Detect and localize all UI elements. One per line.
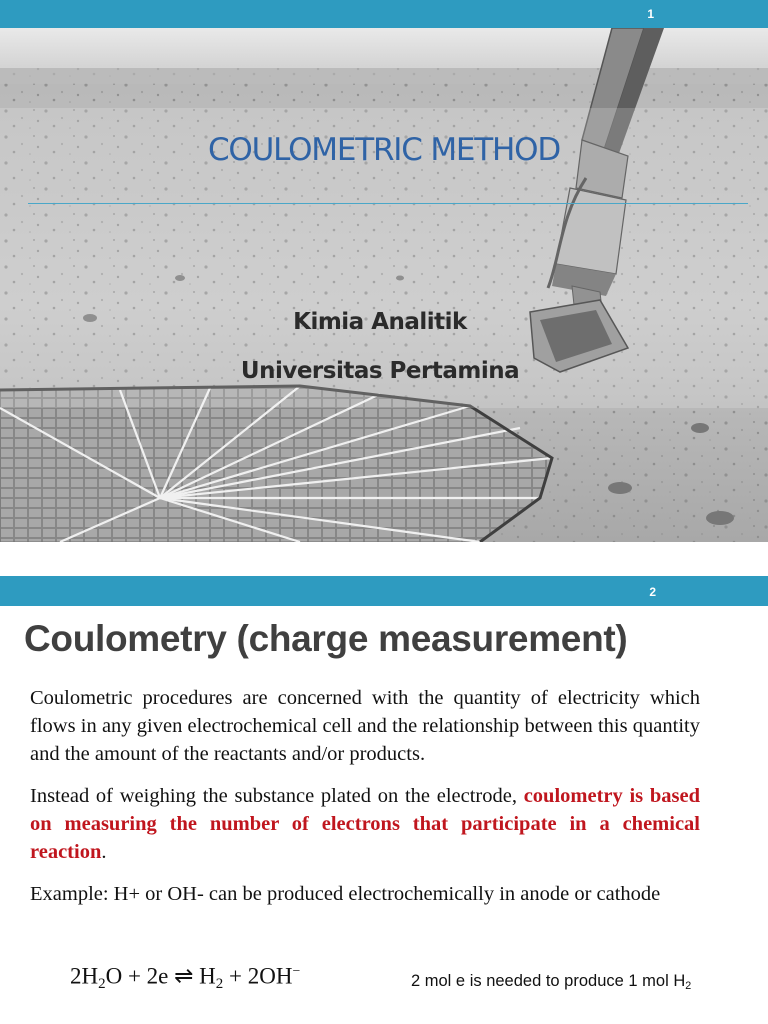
paragraph-principle-lead: Instead of weighing the substance plated on the electrode, [30, 785, 524, 807]
subtitle-university: Universitas Pertamina [240, 358, 520, 384]
mars-surface-photo [0, 28, 768, 542]
eq-part: O + 2e ⇌ H [105, 963, 216, 989]
subtitle-course: Kimia Analitik [293, 309, 467, 335]
paragraph-principle-highlight: coulometry is based on measuring the number of electrons that participate in a chemical reaction [30, 785, 700, 863]
slide-number: 2 [649, 585, 656, 599]
note-text: 2 mol e is needed to produce 1 mol H [411, 972, 686, 990]
eq-superscript: − [292, 963, 301, 978]
eq-part: + 2OH [223, 963, 293, 989]
paragraph-principle-end: . [101, 841, 107, 863]
reaction-equation [70, 963, 300, 993]
slide-number: 1 [647, 7, 654, 21]
content-slide [0, 576, 768, 1024]
slide-header-bar [0, 576, 768, 606]
title-divider [28, 203, 748, 204]
slide-heading: Coulometry (charge measurement) [24, 618, 628, 659]
paragraph-example: Example: H+ or OH- can be produced electrochemically in anode or cathode [30, 883, 661, 905]
paragraph-principle [30, 782, 700, 866]
slide-title: COULOMETRIC METHOD [207, 132, 560, 168]
slide-header-bar [0, 0, 768, 28]
stoichiometry-note [411, 972, 691, 992]
paragraph-definition: Coulometric procedures are concerned with the quantity of electricity which flows in any given electrochemical cell and the relationship between this quantity and the amount of the reactants and/or products. [30, 687, 700, 765]
eq-part: 2H [70, 963, 99, 989]
note-subscript: 2 [685, 980, 692, 993]
eq-subscript: 2 [98, 975, 106, 992]
eq-subscript: 2 [215, 975, 224, 992]
